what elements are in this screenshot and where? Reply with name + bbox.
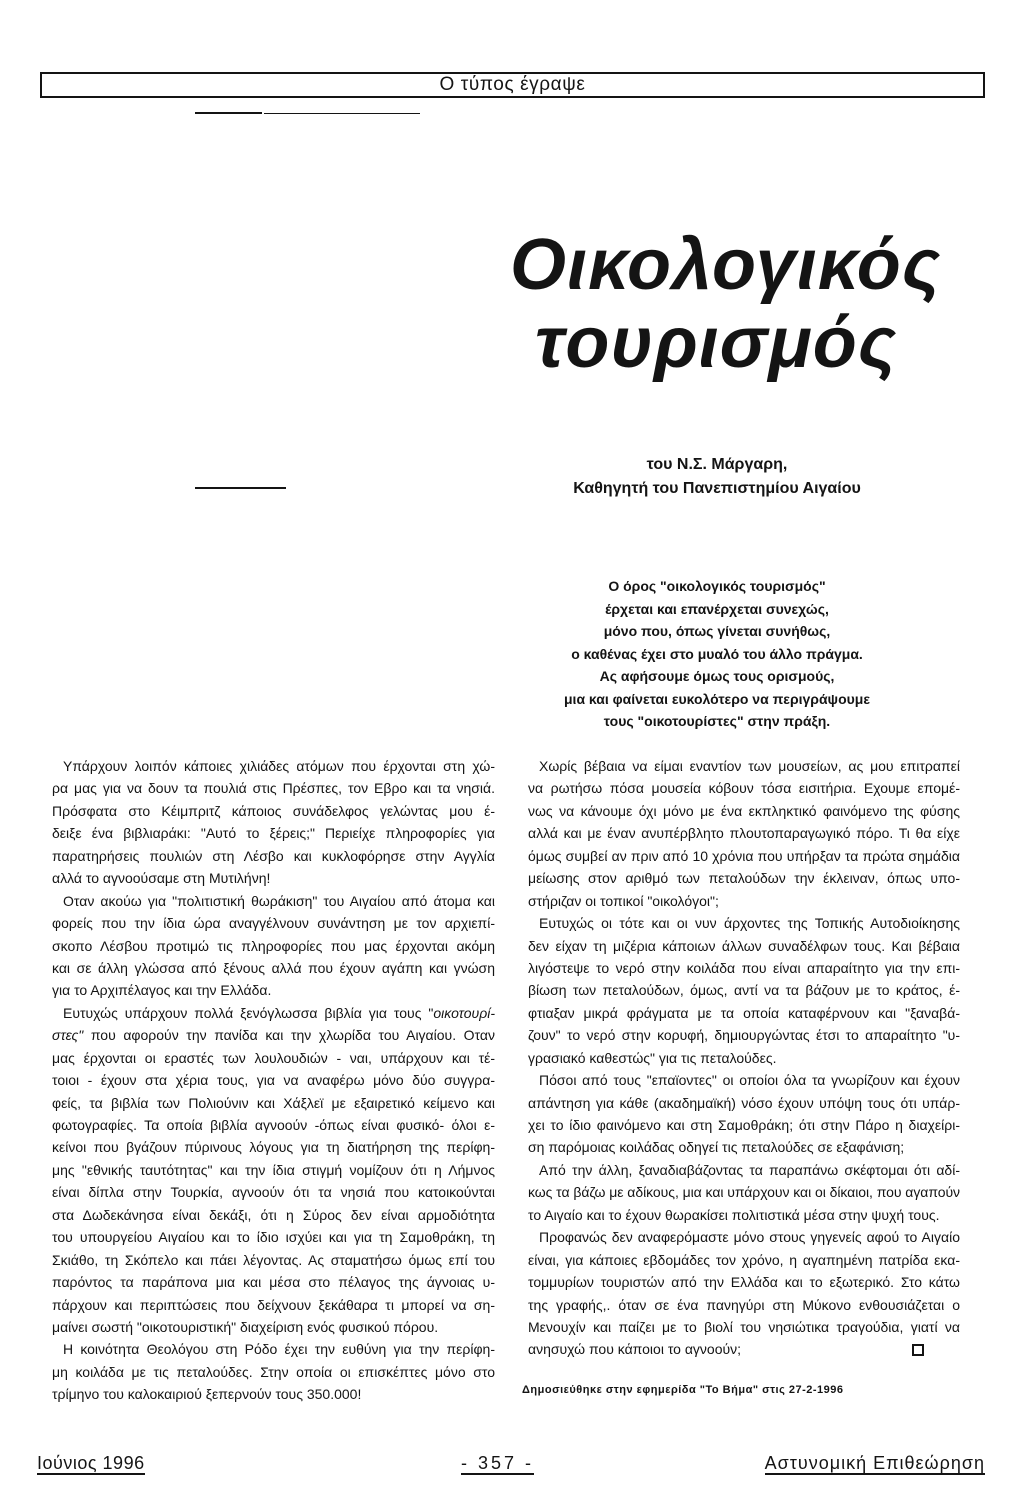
text-line: τρίμηνο του καλοκαιριού ξεπερνούν τους 350.000!: [52, 1386, 362, 1403]
text-line: και σε άλλη γλώσσα από ξένους αλλά που έχουν αγάπη και γνώση: [52, 959, 495, 976]
text-line: φείς, τα βιβλία των Πολιούνιν και Χάξλεϊ με εξαιρετικό κείμενο και: [52, 1094, 495, 1111]
article-title-line: τουρισμός: [535, 303, 898, 383]
author-name: του Ν.Σ. Μάργαρη,: [646, 456, 788, 473]
text-line: το Αιγαίο και το έχουν θωρακίσει πολιτιστικά μέσα στην ψυχή τους.: [528, 1206, 940, 1223]
text-line: στα Δωδεκάνησα είναι δεκάξι, ότι η Σύρος δεν είναι αρμοδιότητα: [52, 1206, 495, 1223]
lead-line: Ας αφήσουμε όμως τους ορισμούς,: [599, 668, 835, 684]
text-line: της γραφής,. όταν σε ένα πανηγύρι στη Μύκονο ενθουσιάζεται ο: [528, 1296, 960, 1313]
paragraph: [52, 890, 495, 1002]
text-line: [52, 1002, 495, 1024]
text-line: Από την άλλη, ξαναδιαβάζοντας τα παραπάνω σκέφτομαι ότι αδί-: [539, 1161, 960, 1178]
text-line: [52, 1024, 495, 1046]
text-line: όμως συμβεί αν πριν από 10 χρόνια που υπήρξαν τα πρώτα σημάδια: [528, 847, 960, 864]
section-header: [40, 72, 985, 98]
text-line: για το Αρχιπέλαγος και την Ελλάδα.: [52, 982, 272, 999]
paragraph: [528, 755, 960, 912]
text-line: δεν είχαν τη μιζέρια κάποιων άλλων συναδέλφων τους. Και βέβαια: [528, 937, 960, 954]
byline: [540, 453, 894, 501]
text-line: ρα μας για να δουν τα πουλιά στις Πρέσπες, τον Εβρο και τα νησιά.: [52, 780, 495, 797]
text-line: παρατηρήσεις πουλιών στη Λέσβο και κυκλοφόρησε στην Αγγλία: [52, 847, 495, 864]
text-line: παρόντος τα παράπονα μια και μέσα στο πέλαγος της άγνοιας υ-: [52, 1274, 495, 1291]
text-line: χει το ίδιο φαινόμενο και στη Σαμοθράκη; ότι στην Πάρο η διαχείρι-: [528, 1117, 960, 1133]
article-title-line: Οικολογικός: [510, 225, 942, 305]
lead-line: ο καθένας έχει στο μυαλό του άλλο πράγμα.: [571, 645, 863, 662]
text-line: ανησυχώ που κάποιοι το αγνοούν;: [528, 1341, 742, 1358]
decorative-rule: [264, 113, 420, 114]
lead-line: έρχεται και επανέρχεται συνεχώς,: [605, 600, 829, 617]
text-line: είναι, για κάποιες εβδομάδες τον χρόνο, η αγαπημένη πατρίδα εκα-: [528, 1251, 960, 1268]
text-line: Σκιάθο, τη Σκόπελο και πάει λέγοντας. Ας σταματήσω όμως επί του: [52, 1251, 495, 1268]
text-line: Πόσοι από τους "επαϊοντες" οι οποίοι όλα τα γνωρίζουν και έχουν: [539, 1072, 960, 1089]
text-run: Ευτυχώς υπάρχουν πολλά ξενόγλωσσα βιβλία για τους ": [63, 1004, 434, 1021]
paragraph: [52, 755, 495, 890]
paragraph: [52, 1002, 495, 1339]
text-line: μης "εθνικής ταυτότητας" και την ίδια στιγμή νομίζουν ότι η Λήμνος: [52, 1161, 495, 1178]
paragraph: [528, 1226, 960, 1361]
text-line: να ρωτήσω πόσα μουσεία κόβουν τόσα εισιτήρια. Εχουμε επομέ-: [528, 780, 960, 797]
text-line: πάρχουν και περιπτώσεις που δείχνουν ξεκάθαρα τι μπορεί να ση-: [52, 1296, 495, 1313]
section-title: Ο τύπος έγραψε: [439, 74, 586, 95]
text-line: νως να κάνουμε όχι μόνο με ένα εκπληκτικό φαινόμενο της φύσης: [528, 802, 960, 819]
footer-issue-date: Ιούνιος 1996: [37, 1453, 145, 1473]
text-line: Η κοινότητα Θεολόγου στη Ρόδο έχει την ευθύνη για την περίφη-: [63, 1341, 495, 1358]
text-line: μη κοιλάδα με τις πεταλούδες. Στην οποία οι επισκέπτες μόνο στο: [52, 1363, 495, 1380]
lead-paragraph: [517, 575, 917, 733]
text-line: φτιαξαν μικρά φράγματα με τα οποία καταφέρνουν και "ξαναβά-: [528, 1004, 960, 1021]
text-line: αλλά και με έναν ανυπέρβλητο πλουτοπαραγωγικό πόρο. Τι θα είχε: [528, 825, 960, 842]
text-line: Προφανώς δεν αναφερόμαστε μόνο στους γηγενείς αφού το Αιγαίο: [539, 1229, 960, 1246]
text-line: δειξε ένα βιβλιαράκι: "Αυτό το ξέρεις;" Περιείχε πληροφορίες για: [52, 825, 495, 842]
text-line: φορείς που την ίδια ώρα αναγγέλνουν συνάντηση με τον αρχιεπί-: [52, 915, 495, 932]
text-line: τομμυρίων τουριστών από την Ελλάδα και το εξωτερικό. Στο κάτω: [528, 1274, 960, 1291]
text-line: κείνοι που βγάζουν πύρινους λόγους για τη διατήρηση της περίφη-: [52, 1139, 495, 1156]
text-line: μείωσης στον αριθμό των πεταλούδων την έκλειναν, όπως υπο-: [528, 870, 960, 887]
lead-line: μόνο που, όπως γίνεται συνήθως,: [603, 623, 831, 639]
lead-line: τους "οικοτουρίστες" στην πράξη.: [603, 713, 831, 729]
text-run: που αφορούν την πανίδα και την χλωρίδα του Αιγαίου. Οταν: [83, 1027, 495, 1044]
emphasized-text: οικοτουρί-: [433, 1004, 495, 1021]
text-line: γρασιακό καθεστώς" για τις πεταλούδες.: [528, 1049, 777, 1066]
text-line: του υπουργείου Αιγαίου και το ίδιο ισχύει και για τη Σαμοθράκη, τη: [52, 1229, 495, 1246]
text-line: Μενουχίν και παίζει με το βιολί του νησιώτικα τραγούδια, γιατί να: [528, 1318, 960, 1335]
text-line: λιγόστεψε το νερό στην κοιλάδα που είναι απαραίτητο για την επι-: [528, 959, 961, 976]
paragraph: [528, 1159, 960, 1226]
text-line: είναι δίπλα στην Τουρκία, αγνοούν ότι τα νησιά που κατοικούνται: [52, 1184, 495, 1201]
text-line: Ευτυχώς οι τότε και οι νυν άρχοντες της Τοπικής Αυτοδιοίκησης: [539, 915, 961, 932]
text-line: απάντηση για κάθε (ακαδημαϊκή) νόσο έχουν υπόψη τους ότι υπάρ-: [528, 1094, 960, 1111]
text-line: Χωρίς βέβαια να είμαι εναντίον των μουσείων, ας μου επιτραπεί: [539, 758, 960, 774]
paragraph: [528, 1069, 960, 1159]
lead-line: Ο όρος "οικολογικός τουρισμός": [608, 578, 826, 594]
text-line: κως τα βάζω με αδίκους, μια και υπάρχουν και οι δίκαιοι, που αγαπούν: [528, 1184, 961, 1201]
emphasized-text: στες": [52, 1027, 84, 1044]
paragraph: [528, 912, 960, 1069]
text-line: αλλά το αγνοούσαμε στη Μυτιλήνη!: [52, 870, 271, 887]
footer-publication: Αστυνομική Επιθεώρηση: [764, 1453, 985, 1473]
decorative-rule: [195, 487, 286, 489]
text-line: Πρόσφατα στο Κέιμπριτζ κάποιος συνάδελφος γελώντας μου έ-: [52, 802, 495, 819]
text-line: φωτογραφίες. Τα οποία βιβλία αγνοούν -όπως είναι φυσικό- όλοι ε-: [52, 1117, 495, 1133]
text-line: Υπάρχουν λοιπόν κάποιες χιλιάδες ατόμων που έρχονται στη χώ-: [63, 758, 495, 774]
body-column-left: [52, 755, 495, 1406]
text-line: στήριζαν οι τοπικοί "οικολόγοι";: [528, 892, 719, 909]
text-line: Οταν ακούω για "πολιτιστική θωράκιση" του Αιγαίου από άτομα και: [63, 892, 495, 909]
paragraph: [52, 1338, 495, 1405]
text-line: τοιοι - έχουν στα χέρια τους, για να αναφέρω μόνο δύο συγγρα-: [52, 1072, 495, 1089]
end-mark-icon: [912, 1344, 924, 1356]
text-line: μαίνει σωστή "οικοτουριστική" διαχείριση ενός φυσικού πόρου.: [52, 1318, 439, 1335]
text-line: σκοπο Λέσβου προτιμώ τις πληροφορίες που μας έρχονται ακόμη: [52, 937, 496, 954]
footer-page-number: - 357 -: [461, 1453, 535, 1473]
body-column-right: [528, 755, 960, 1361]
text-line: βίωση των πεταλούδων, όμως, αντί να τα βάζουν με το κράτος, έ-: [528, 982, 960, 999]
text-line: ση παρόμοιας κοιλάδας οδηγεί τις πεταλούδες σε εξαφάνιση;: [528, 1139, 905, 1156]
text-line: μας έρχονται οι εραστές των λουλουδιών - ναι, υπάρχουν και τέ-: [52, 1049, 495, 1066]
source-note: Δημοσιεύθηκε στην εφημερίδα "Το Βήμα" στις 27-2-1996: [522, 1384, 844, 1396]
decorative-rule: [195, 112, 262, 114]
author-affiliation: Καθηγητή του Πανεπιστημίου Αιγαίου: [573, 480, 861, 497]
text-line: ζουν" το νερό στην κορυφή, δημιουργώντας έτσι το απαραίτητο "υ-: [528, 1027, 960, 1044]
lead-line: μια και φαίνεται ευκολότερο να περιγράψουμε: [563, 690, 871, 707]
